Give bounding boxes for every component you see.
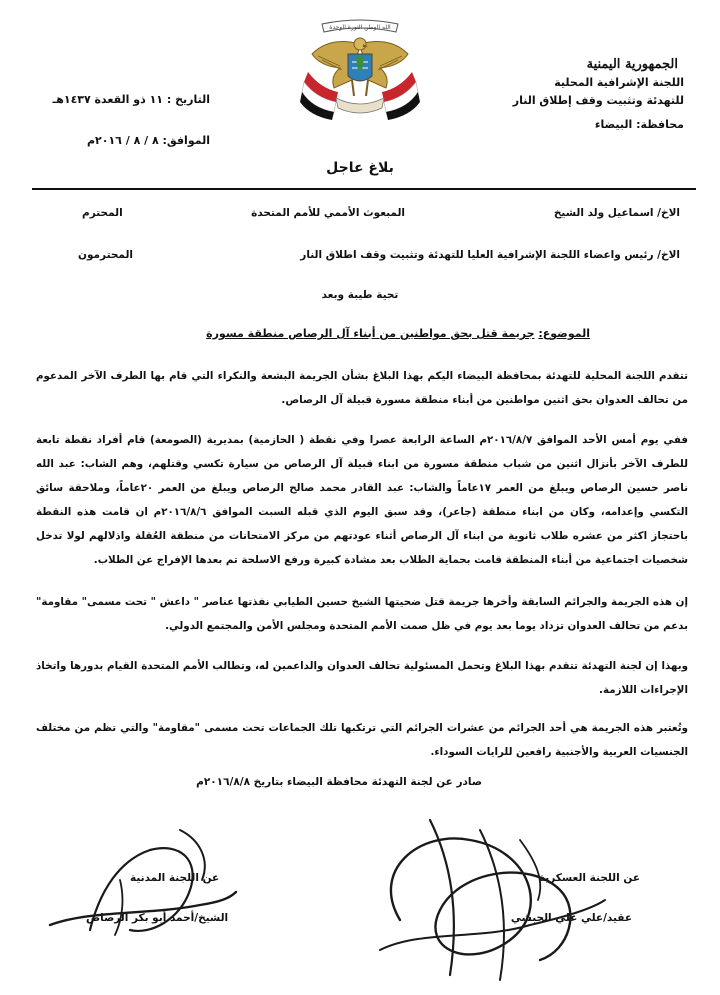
- recipient-2-name: الاخ/ رئيس واعضاء اللجنة الإشرافية العليا للتهدئة وتثبيت وقف اطلاق النار: [300, 249, 680, 261]
- eagle-emblem-icon: [300, 14, 420, 126]
- civil-handwritten-signature: [30, 820, 240, 960]
- greeting: تحية طيبة وبعد: [321, 289, 399, 301]
- yemen-emblem: [300, 14, 420, 126]
- paragraph-3: إن هذه الجريمة والجرائم السابقة وأخرها جريمة قتل ضحيتها الشيخ حسين الطيابي نفذتها عناصر " داعش " تحت مسمى" مقاومة" بدعم من تحالف العدوان تزداد يوما بعد يوم في ظل صمت الأمم المتحدة ومجلس الأمن والمجتمع الدولي.: [36, 596, 688, 632]
- paragraph-1: تتقدم اللجنة المحلية للتهدئة بمحافظة البيضاء اليكم بهذا البلاغ بشأن الجريمة البشعة والنكراء التي قام بها الطرف الآخر المدعوم من تحالف العدوان بحق اثنين مواطنين من أبناء منطقة مسورة قبيلة آل الرصاص.: [36, 370, 688, 406]
- emblem-caption: الله الوطن الثورة الوحدة: [329, 24, 391, 31]
- recipient-1-honorific: المحترم: [82, 207, 123, 219]
- issued-by: صادر عن لجنة التهدئة محافظة البيضاء بتاريخ ٢٠١٦/٨/٨م: [196, 776, 482, 788]
- subject-label: الموضوع:: [538, 327, 590, 340]
- recipient-1-role: المبعوث الأممي للأمم المتحدة: [251, 207, 405, 219]
- subject-line: [206, 327, 590, 340]
- paragraph-4: وبهذا إن لجنة التهدئة تتقدم بهذا البلاغ وتحمل المسئولية تحالف العدوان والداعمين له، وتطالب الأمم المتحدة القيام بدورها واتخاذ الإجراءات اللازمة.: [36, 660, 688, 696]
- date-gregorian: الموافق: ٨ / ٨ / ٢٠١٦م: [86, 134, 210, 147]
- page-title: بلاغ عاجل: [326, 160, 394, 176]
- military-committee-signatory: عقيد/علي علي الجبشي: [510, 912, 632, 924]
- recipient-1-name: الاخ/ اسماعيل ولد الشيخ: [553, 207, 680, 219]
- republic-name: الجمهورية اليمنية: [586, 57, 678, 72]
- header-divider: [32, 188, 696, 190]
- military-committee-heading: عن اللجنة العسكرية: [538, 872, 640, 884]
- governorate: محافظة: البيضاء: [594, 118, 684, 131]
- subject-text: جريمة قتل بحق مواطنين من أبناء آل الرصاص منطقة مسورة: [206, 327, 535, 340]
- committee-line-1: اللجنة الإشرافية المحلية: [554, 76, 684, 89]
- civil-committee-heading: عن اللجنة المدنية: [130, 872, 220, 884]
- military-handwritten-signature: [360, 800, 610, 990]
- civil-committee-signatory: الشيخ/أحمد أبو بكر الرصاص: [86, 912, 229, 924]
- committee-line-2: للتهدئة وتثبيت وقف إطلاق النار: [512, 94, 684, 107]
- recipient-2-honorific: المحترمون: [78, 249, 134, 261]
- letterhead-right: [484, 56, 684, 134]
- paragraph-5: وتُعتبر هذه الجريمة هي أحد الجرائم من عشرات الجرائم التي ترتكبها تلك الجماعات تحت مسمى "مقاومة" والتي تظم من مختلف الجنسيات العربية والأجنبية رافعين للرايات السوداء.: [36, 722, 688, 758]
- date-hijri: التاريخ : ١١ ذو القعدة ١٤٣٧هـ: [52, 93, 210, 106]
- paragraph-2: ففي يوم أمس الأحد الموافق ٢٠١٦/٨/٧م الساعة الرابعة عصرا وفي نقطة ( الحازمية) بمديرية (الصومعة) قام أفراد نقطة تابعة للطرف الآخر بأنزال اثنين من شباب منطقة مسورة من ابناء قبيلة آل الرصاص من سيارة تكسي وقتلهم، وهم الشاب: عبد الله ناصر حسين الرصاص ويبلغ من العمر ١٧عاماً والشاب: عبد القادر محمد صالح الرصاص ويبلغ من العمر ٢٠عاماً، وملاحقة سائق التكسي وإعدامه، وكان من ابناء منطقة (جاعر)، وقد سبق اليوم الذي قبله السبت الموافق ٢٠١٦/٨/٦م ان قامت هذه النقطة باحتجاز اكثر من عشره طلاب ثانوية من ابناء آل الرصاص أثناء عودتهم من مركز الامتحانات من منطقة العُقلة واذلالهم لولا تدخل شخصيات اجتماعية من أبناء المنطقة قامت بحماية الطلاب بعد مشادة كبيرة ورفع الاسلحة تم بعدها الإفراج عن الطلاب.: [36, 434, 688, 566]
